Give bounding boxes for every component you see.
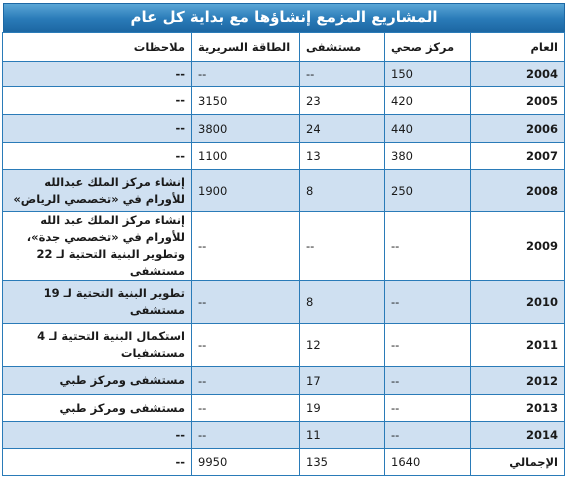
cell-hospital: -- (300, 212, 385, 281)
cell-year: 2011 (471, 324, 565, 367)
cell-notes: استكمال البنية التحتية لـ 4 مستشفيات (3, 324, 192, 367)
cell-year: 2004 (471, 62, 565, 87)
cell-year: 2012 (471, 367, 565, 395)
header-row (3, 33, 565, 62)
cell-notes: تطوير البنية التحتية لـ 19 مستشفى (3, 281, 192, 324)
cell-beds: -- (192, 367, 300, 395)
cell-year: 2014 (471, 422, 565, 449)
cell-beds: 3800 (192, 115, 300, 143)
cell-health-center: -- (385, 367, 471, 395)
cell-beds: -- (192, 422, 300, 449)
cell-health-center: 250 (385, 170, 471, 212)
header-hospital: مستشفى (300, 33, 385, 62)
table-title: المشاريع المزمع إنشاؤها مع بداية كل عام (3, 3, 565, 32)
table-row (3, 395, 565, 422)
cell-health-center: -- (385, 281, 471, 324)
cell-notes: إنشاء مركز الملك عبد الله للأورام في «تخصصي جدة»، وتطوير البنية التحتية لـ 22 مستشفى (3, 212, 192, 281)
cell-beds: -- (192, 62, 300, 87)
table-row (3, 367, 565, 395)
cell-year: 2013 (471, 395, 565, 422)
cell-hospital: 135 (300, 449, 385, 476)
cell-beds: 1100 (192, 143, 300, 170)
cell-health-center: -- (385, 212, 471, 281)
cell-hospital: 24 (300, 115, 385, 143)
cell-hospital: 12 (300, 324, 385, 367)
cell-hospital: 19 (300, 395, 385, 422)
cell-health-center: 420 (385, 87, 471, 115)
cell-health-center: 1640 (385, 449, 471, 476)
cell-health-center: 150 (385, 62, 471, 87)
table-row (3, 170, 565, 212)
projects-table (2, 32, 565, 476)
cell-year: 2005 (471, 87, 565, 115)
cell-notes: -- (3, 449, 192, 476)
cell-beds: -- (192, 324, 300, 367)
cell-health-center: -- (385, 422, 471, 449)
cell-beds: -- (192, 212, 300, 281)
cell-year: 2009 (471, 212, 565, 281)
cell-year: 2008 (471, 170, 565, 212)
cell-notes: مستشفى ومركز طبي (3, 395, 192, 422)
cell-notes: -- (3, 87, 192, 115)
table-row (3, 422, 565, 449)
cell-hospital: 8 (300, 281, 385, 324)
table-row (3, 87, 565, 115)
cell-beds: -- (192, 395, 300, 422)
cell-beds: 3150 (192, 87, 300, 115)
table-row (3, 281, 565, 324)
cell-notes: إنشاء مركز الملك عبدالله للأورام في «تخصصي الرياض» (3, 170, 192, 212)
cell-health-center: 440 (385, 115, 471, 143)
cell-health-center: 380 (385, 143, 471, 170)
cell-beds: -- (192, 281, 300, 324)
cell-hospital: 11 (300, 422, 385, 449)
cell-notes: -- (3, 62, 192, 87)
header-notes: ملاحظات (3, 33, 192, 62)
cell-hospital: 17 (300, 367, 385, 395)
cell-year: 2006 (471, 115, 565, 143)
cell-year: 2007 (471, 143, 565, 170)
cell-notes: -- (3, 143, 192, 170)
cell-health-center: -- (385, 395, 471, 422)
cell-hospital: 8 (300, 170, 385, 212)
projects-table-panel (3, 3, 565, 476)
table-row-total (3, 449, 565, 476)
cell-hospital: 13 (300, 143, 385, 170)
cell-beds: 9950 (192, 449, 300, 476)
table-row (3, 62, 565, 87)
cell-health-center: -- (385, 324, 471, 367)
cell-hospital: -- (300, 62, 385, 87)
header-beds: الطاقة السريرية (192, 33, 300, 62)
table-row (3, 212, 565, 281)
cell-notes: -- (3, 422, 192, 449)
cell-notes: -- (3, 115, 192, 143)
cell-year: الإجمالي (471, 449, 565, 476)
header-year: العام (471, 33, 565, 62)
cell-notes: مستشفى ومركز طبي (3, 367, 192, 395)
table-row (3, 115, 565, 143)
cell-year: 2010 (471, 281, 565, 324)
cell-hospital: 23 (300, 87, 385, 115)
table-row (3, 143, 565, 170)
table-row (3, 324, 565, 367)
header-health-center: مركز صحي (385, 33, 471, 62)
cell-beds: 1900 (192, 170, 300, 212)
